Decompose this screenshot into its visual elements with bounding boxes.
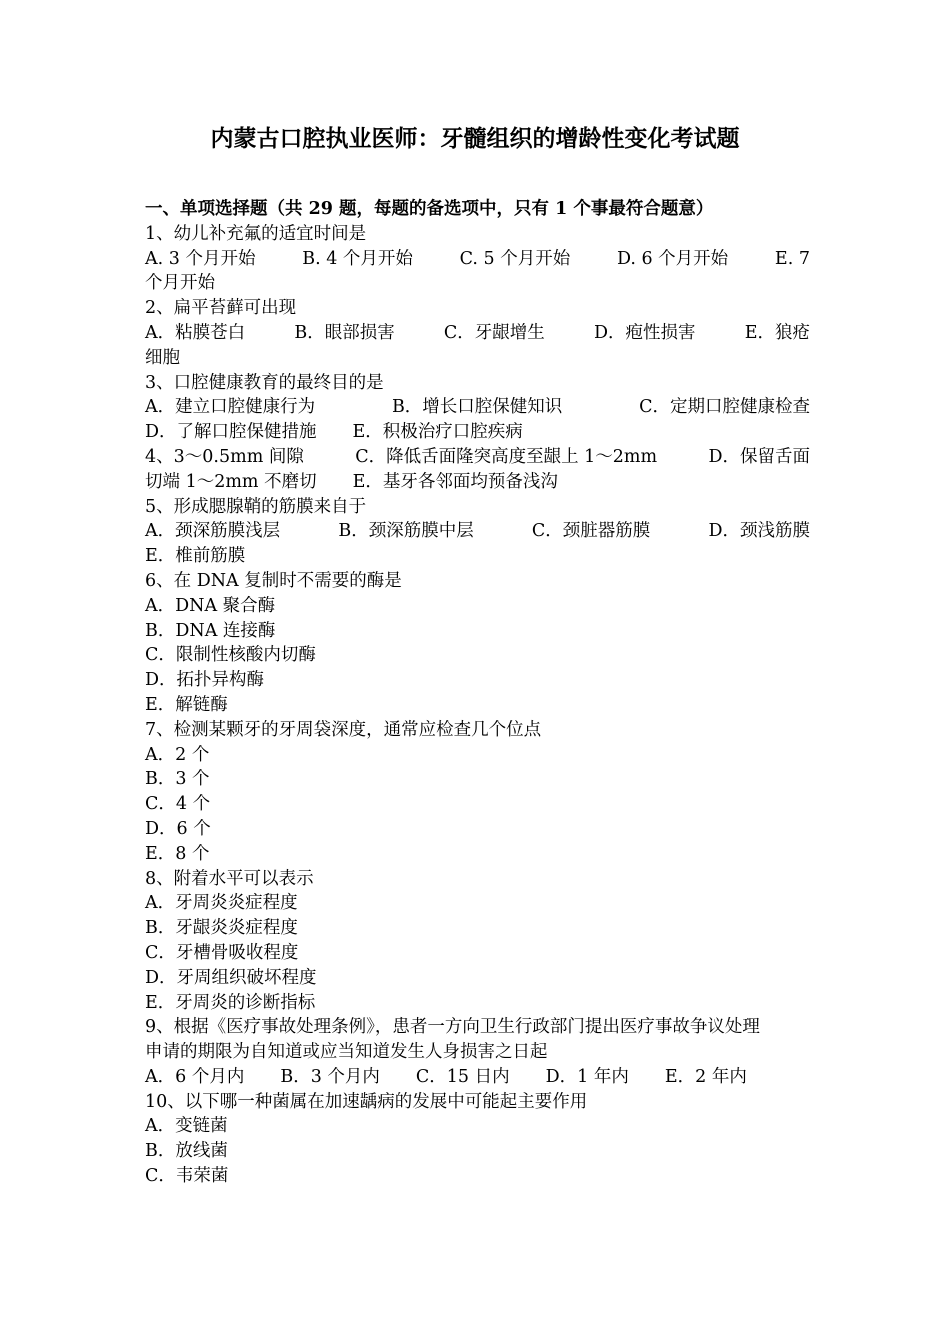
question-list — [145, 197, 810, 1189]
question-stem: 6、在 DNA 复制时不需要的酶是 — [145, 570, 402, 591]
option-wrap: 细胞 — [145, 347, 180, 368]
option-a: A．建立口腔健康行为 — [145, 397, 316, 418]
question-stem: 2、扁平苔藓可出现 — [145, 298, 297, 319]
option-row — [145, 470, 810, 495]
option-a: A．6 个月内 — [145, 1066, 245, 1087]
option-a: A．变链菌 — [145, 1116, 228, 1137]
option-b: B．颈深筋膜中层 — [338, 521, 474, 542]
option-b: B．放线菌 — [145, 1141, 228, 1162]
question-stem: 9、根据《医疗事故处理条例》，患者一方向卫生行政部门提出医疗事故争议处理 — [145, 1017, 760, 1038]
option-a: A．粘膜苍白 — [145, 322, 246, 343]
option-b: B. 4 个月开始 — [302, 248, 413, 269]
option-e: E. 7 — [774, 248, 810, 269]
option-row — [145, 321, 810, 346]
question-stem: 5、形成腮腺鞘的筋膜来自于 — [145, 496, 367, 517]
option-d: D．保留舌面 — [708, 446, 810, 467]
question-stem: 10、以下哪一种菌属在加速龋病的发展中可能起主要作用 — [145, 1091, 588, 1112]
option-row — [145, 247, 810, 272]
option-c: C．15 日内 — [415, 1066, 510, 1087]
question-stem: 7、检测某颗牙的牙周袋深度，通常应检查几个位点 — [145, 719, 542, 740]
question-stem: 4、3～0.5mm 间隙 — [145, 446, 304, 467]
option-c: C．韦荣菌 — [145, 1166, 229, 1187]
option-row — [145, 395, 810, 420]
option-e: E．狼疮 — [744, 322, 810, 343]
option-c: C．4 个 — [145, 794, 211, 815]
option-e: E．积极治疗口腔疾病 — [352, 422, 523, 443]
option-e: E．椎前筋膜 — [145, 546, 246, 567]
question-stem: 3、口腔健康教育的最终目的是 — [145, 372, 384, 393]
option-b: B．增长口腔保健知识 — [391, 397, 563, 418]
option-b: B．牙龈炎炎症程度 — [145, 918, 298, 939]
option-e: E．2 年内 — [664, 1066, 747, 1087]
option-d-wrap: 切端 1～2mm 不磨切 — [145, 471, 317, 492]
question-stem: 1、幼儿补充氟的适宜时间是 — [145, 223, 367, 244]
option-d: D．1 年内 — [545, 1066, 629, 1087]
option-d: D．6 个 — [145, 818, 211, 839]
option-b: B．眼部损害 — [294, 322, 395, 343]
option-row — [145, 1065, 810, 1090]
option-d: D. 6 个月开始 — [616, 248, 729, 269]
option-c: C．定期口腔健康检查 — [639, 397, 810, 418]
option-e: E．解链酶 — [145, 694, 228, 715]
option-a: A．颈深筋膜浅层 — [145, 521, 281, 542]
option-d: D．颈浅筋膜 — [708, 521, 810, 542]
option-a: A．DNA 聚合酶 — [145, 595, 276, 616]
question-stem-continued: 申请的期限为自知道或应当知道发生人身损害之日起 — [145, 1042, 548, 1063]
option-c: C．降低舌面隆突高度至龈上 1～2mm — [355, 446, 658, 467]
option-d: D．疱性损害 — [593, 322, 696, 343]
option-d: D．牙周组织破坏程度 — [145, 967, 317, 988]
option-a: A．2 个 — [145, 744, 210, 765]
option-c: C．颈脏器筋膜 — [531, 521, 651, 542]
question-stem: 8、附着水平可以表示 — [145, 868, 314, 889]
option-d: D．拓扑异构酶 — [145, 670, 265, 691]
option-b: B．3 个月内 — [280, 1066, 380, 1087]
option-e: E．8 个 — [145, 843, 210, 864]
option-d: D．了解口腔保健措施 — [145, 422, 317, 443]
option-c: C．限制性核酸内切酶 — [145, 645, 316, 666]
option-e: E．基牙各邻面均预备浅沟 — [352, 471, 558, 492]
option-c: C．牙槽骨吸收程度 — [145, 942, 299, 963]
page-title: 内蒙古口腔执业医师：牙髓组织的增龄性变化考试题 — [210, 125, 740, 152]
option-row — [145, 420, 810, 445]
option-e: E．牙周炎的诊断指标 — [145, 992, 316, 1013]
section-heading: 一、单项选择题（共 29 题，每题的备选项中，只有 1 个事最符合题意） — [145, 199, 714, 219]
option-a: A．牙周炎炎症程度 — [145, 893, 298, 914]
option-wrap: 个月开始 — [145, 273, 215, 294]
option-c: C．牙龈增生 — [443, 322, 545, 343]
option-row — [145, 519, 810, 544]
option-b: B．3 个 — [145, 769, 210, 790]
question-stem-row — [145, 445, 810, 470]
option-a: A. 3 个月开始 — [145, 248, 256, 269]
option-c: C. 5 个月开始 — [459, 248, 571, 269]
option-b: B．DNA 连接酶 — [145, 620, 276, 641]
